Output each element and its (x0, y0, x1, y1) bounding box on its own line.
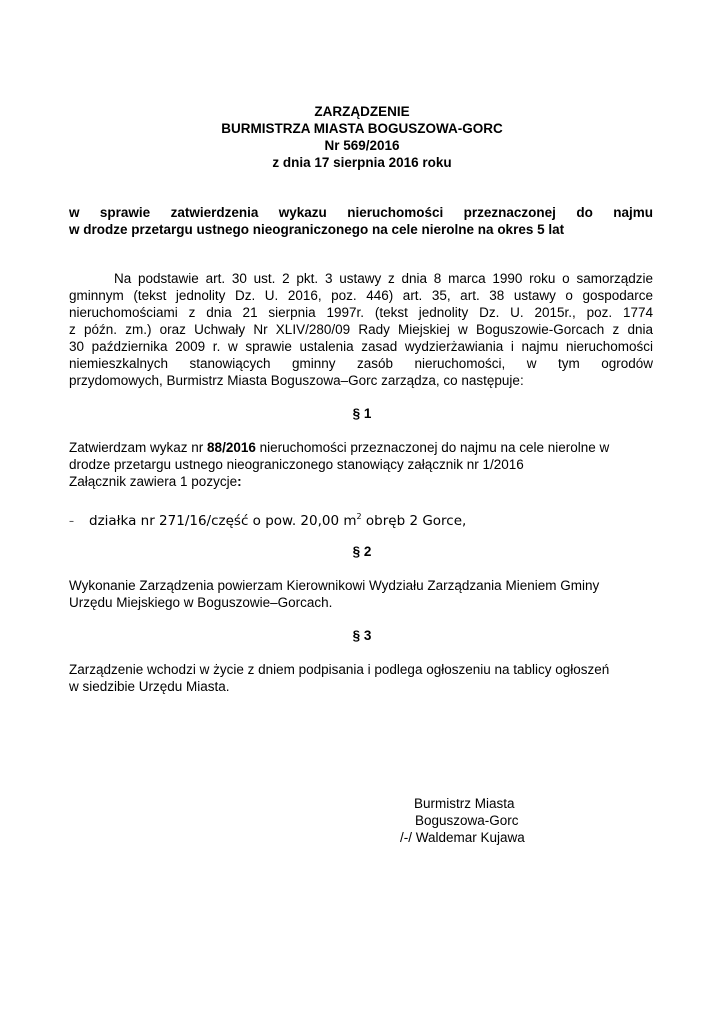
list-number: 88/2016 (207, 440, 256, 455)
legal-basis-line: z późn. zm.) oraz Uchwały Nr XLIV/280/09 Rady Miejskiej w Boguszowie-Gorcach z dnia (69, 322, 653, 337)
section-3-line-2: w siedzibie Urzędu Miasta. (69, 679, 230, 694)
attachment-summary: Załącznik zawiera 1 pozycje (69, 474, 238, 489)
section-1-text: nieruchomości przeznaczonej do najmu na cele nierolne w (255, 440, 610, 455)
list-item-superscript: 2 (356, 512, 362, 521)
legal-basis-line: Na podstawie art. 30 ust. 2 pkt. 3 ustawy z dnia 8 marca 1990 roku o samorządzie (114, 271, 653, 286)
signature-city: Boguszowa-Gorc (415, 813, 519, 828)
section-2-line-1: Wykonanie Zarządzenia powierzam Kierownikowi Wydziału Zarządzania Mieniem Gminy (69, 578, 600, 593)
dash-bullet: – (69, 516, 74, 527)
legal-basis-line: niemieszkalnych stanowiących gminny zasób nieruchomości, w tym ogrodów (69, 356, 653, 371)
document-number: Nr 569/2016 (324, 138, 400, 153)
subject-line-1: w sprawie zatwierdzenia wykazu nieruchomości przeznaczonej do najmu (69, 205, 653, 220)
document-date: z dnia 17 sierpnia 2016 roku (272, 155, 452, 170)
legal-basis-line: przydomowych, Burmistrz Miasta Boguszowa–Gorc zarządza, co następuje: (69, 373, 524, 388)
section-1-heading: § 1 (352, 406, 372, 421)
list-item-text: obręb 2 Gorce, (361, 513, 467, 529)
signature-title: Burmistrz Miasta (414, 796, 515, 811)
legal-basis-line: 30 października 2009 r. w sprawie ustalenia zasad wydzierżawiania i najmu nieruchomości (69, 339, 653, 354)
signature-block (390, 795, 590, 846)
section-1-line-2: drodze przetargu ustnego nieograniczonego stanowiący załącznik nr 1/2016 (69, 457, 524, 472)
section-3-body (69, 661, 659, 695)
document-title: ZARZĄDZENIE (314, 104, 410, 119)
section-2-body (69, 577, 659, 611)
list-item (69, 508, 589, 531)
legal-basis-line: gminnym (tekst jednolity Dz. U. 2016, poz. 446) art. 35, art. 38 ustawy o gospodarce (69, 288, 653, 303)
legal-basis-paragraph (69, 270, 653, 389)
document-issuer: BURMISTRZA MIASTA BOGUSZOWA-GORC (221, 121, 503, 136)
document-header (0, 103, 724, 171)
subject-line-2: w drodze przetargu ustnego nieograniczonego na cele nierolne na okres 5 lat (69, 222, 565, 237)
signature-name: /-/ Waldemar Kujawa (400, 830, 525, 845)
legal-basis-line: nieruchomościami z dnia 21 sierpnia 1997r. (tekst jednolity Dz. U. 2015r., poz. 1774 (69, 305, 653, 320)
section-3-line-1: Zarządzenie wchodzi w życie z dniem podpisania i podlega ogłoszeniu na tablicy ogłoszeń (69, 662, 610, 677)
list-item-text: działka nr 271/16/część o pow. 20,00 m (89, 513, 357, 529)
section-1-text: Zatwierdzam wykaz nr (69, 440, 208, 455)
section-2-heading: § 2 (352, 544, 372, 559)
section-2-line-2: Urzędu Miejskiego w Boguszowie–Gorcach. (69, 595, 333, 610)
section-3-heading: § 3 (352, 628, 372, 643)
section-1-body (69, 439, 659, 490)
section-1-line-3 (69, 473, 659, 490)
section-1-line-1 (69, 439, 659, 456)
document-subject (69, 204, 653, 238)
attachment-colon: : (237, 474, 242, 489)
